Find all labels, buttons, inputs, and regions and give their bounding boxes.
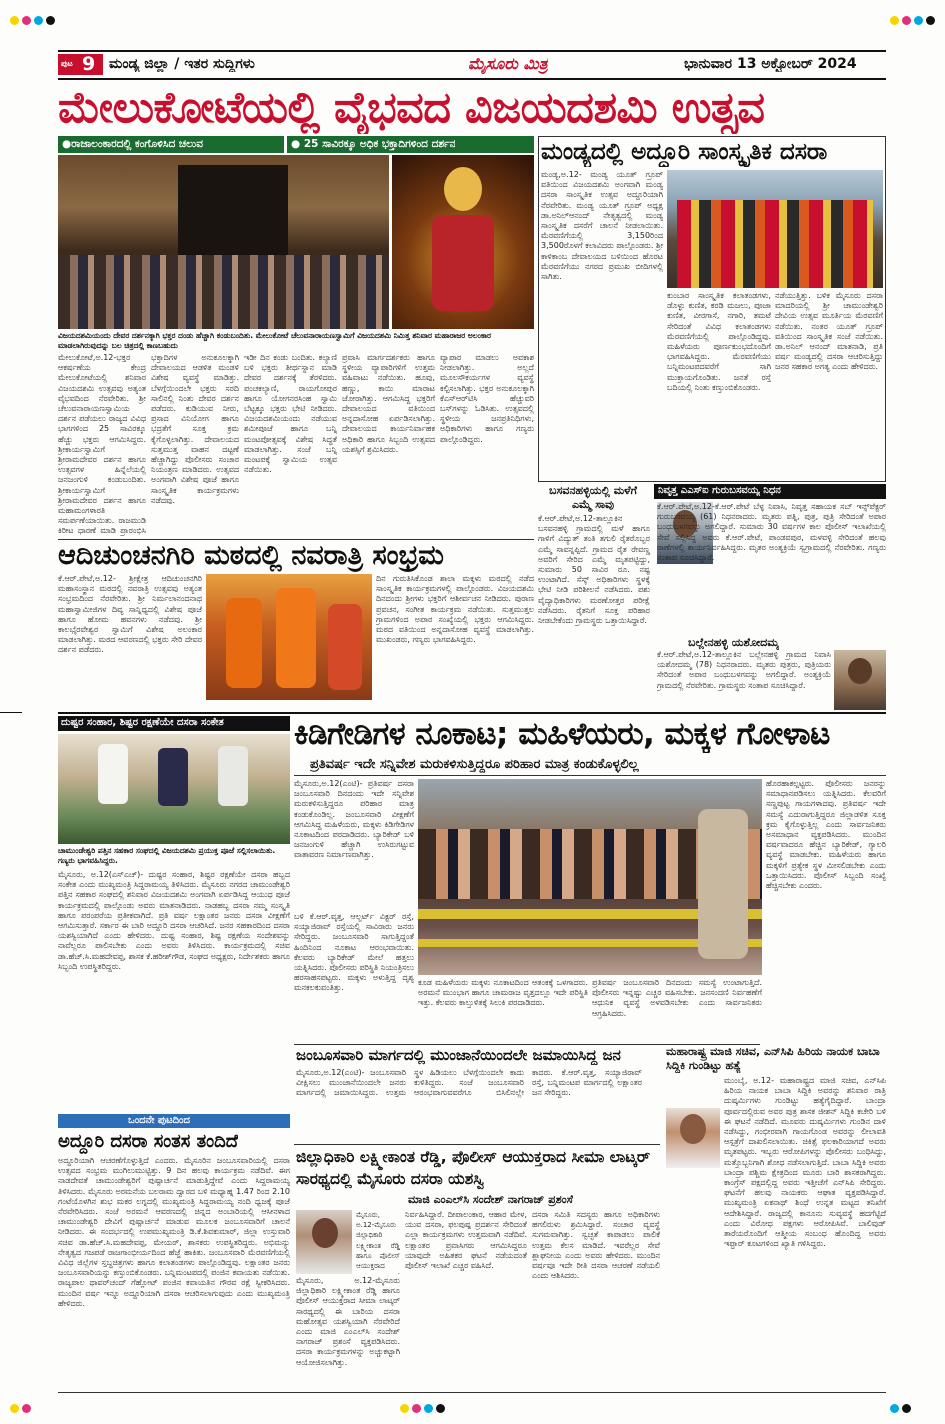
- lead-tag-1: ●ರಾಜಾಲಂಕಾರದಲ್ಲಿ ಕಂಗೊಳಿಸಿದ ಚಲುವ: [62, 138, 203, 150]
- crowd-barricade-photo: [418, 779, 762, 975]
- masthead-top-rule: [58, 50, 886, 52]
- kidigedi-col-2: ಬಳಿ ಕೆ.ಆರ್.ವೃತ್ತ, ಆಲ್ಬರ್ಟ್ ವಿಕ್ಟರ್ ರಸ್ತೆ, ಸಯ್ಯಾಜಿರಾವ್ ರಸ್ತೆಯಲ್ಲಿ ಸಾವಿರಾರು ಜನರು ಸೇರಿದ್ದರು. ಜಂಬೂಸವಾರಿ ಸಾಗುತ್ತಿದ್ದಂತೆ ಹಿಂದಿನಿಂದ ನೂಕಾಟ ಆರಂಭವಾಯಿತು. ಕೆಲವರು ಬ್ಯಾರಿಕೇಡ್ ಮೇಲೆ ಹತ್ತಲು ಯತ್ನಿಸಿದರು. ಪೊಲೀಸರು ಪರಿಸ್ಥಿತಿ ನಿಯಂತ್ರಿಸಲು ಹರಸಾಹಸಪಟ್ಟರು. ಮಕ್ಕಳು ಅಳುತ್ತಿದ್ದ ದೃಶ್ಯ ಮನಕಲಕುವಂತಿತ್ತು.: [294, 912, 414, 993]
- kidigedi-subhead-rule: [294, 775, 886, 776]
- adichunchanagiri-col-2: ದಿನ ಗುರುತಿಸಿಕೊಂಡ ಶಾಲಾ ಮಕ್ಕಳು ಮಠದಲ್ಲಿ ನಡೆದ ಸಾಂಸ್ಕೃತಿಕ ಕಾರ್ಯಕ್ರಮಗಳಲ್ಲಿ ಪಾಲ್ಗೊಂಡರು. ವಿಜಯದಶಮಿ ದಿನದಂದು ಶ್ರೀಗಳು ಭಕ್ತರಿಗೆ ಆಶೀರ್ವಚನ ನೀಡಿದರು. ಪುರಾಣ ಪ್ರವಚನ, ಸಂಗೀತ ಕಾರ್ಯಕ್ರಮ ನಡೆಯಿತು. ಸುತ್ತಮುತ್ತಲ ಗ್ರಾಮಗಳಿಂದ ಅಪಾರ ಸಂಖ್ಯೆಯಲ್ಲಿ ಭಕ್ತರು ಆಗಮಿಸಿದ್ದರು. ಮಠದ ವತಿಯಿಂದ ಅನ್ನದಾಸೋಹ ವ್ಯವಸ್ಥೆ ಮಾಡಲಾಗಿತ್ತು. ಮುಖಂಡರು, ಗಣ್ಯರು ಭಾಗವಹಿಸಿದ್ದರು.: [376, 574, 534, 645]
- kidigedi-col-3: ಹೊರಹಾಕಲ್ಪಟ್ಟರು. ಪೊಲೀಸರು ಜನರನ್ನು ಸಮಾಧಾನಪಡಿಸಲು ಯತ್ನಿಸಿದರು. ಕೆಲವರಿಗೆ ಸಣ್ಣಪುಟ್ಟ ಗಾಯಗಳಾದವು. ಪ್ರತಿವರ್ಷ ಇದೇ ಸಮಸ್ಯೆ ಎದುರಾಗುತ್ತಿದ್ದರೂ ಜಿಲ್ಲಾಡಳಿತ ಸೂಕ್ತ ಕ್ರಮ ಕೈಗೊಳ್ಳುತ್ತಿಲ್ಲ ಎಂದು ಸಾರ್ವಜನಿಕರು ಅಸಮಾಧಾನ ವ್ಯಕ್ತಪಡಿಸಿದರು. ಮುಂದಿನ ವರ್ಷವಾದರೂ ಹೆಚ್ಚಿನ ಬ್ಯಾರಿಕೇಡ್, ಗ್ಯಾಲರಿ ವ್ಯವಸ್ಥೆ ಮಾಡಬೇಕು. ಮಹಿಳೆಯರು ಹಾಗೂ ಮಕ್ಕಳಿಗೆ ಪ್ರತ್ಯೇಕ ಸ್ಥಳ ಮೀಸಲಿಡಬೇಕು ಎಂದು ಒತ್ತಾಯಿಸಿದರು. ಪೊಲೀಸ್ ಸಿಬ್ಬಂದಿ ಸಂಖ್ಯೆ ಹೆಚ್ಚಿಸಬೇಕು ಎಂದರು.: [766, 779, 886, 891]
- lakshmikanth-top-rule: [294, 1144, 660, 1145]
- mandya-dasara-headline: ಮಂಡ್ಯದಲ್ಲಿ ಅದ್ದೂರಿ ಸಾಂಸ್ಕೃತಿಕ ದಸರಾ: [541, 139, 828, 165]
- swamiji-pooja-photo: [206, 574, 372, 700]
- adichunchanagiri-col-1: ಕೆ.ಆರ್.ಪೇಟೆ,ಅ.12- ಶ್ರೀಕ್ಷೇತ್ರ ಆದಿಚುಂಚನಗಿರಿ ಮಹಾಸಂಸ್ಥಾನ ಮಠದಲ್ಲಿ ನವರಾತ್ರಿ ಉತ್ಸವವು ಅತ್ಯಂತ ಸಂಭ್ರಮದಿಂದ ನೆರವೇರಿತು. ಶ್ರೀ ನಿರ್ಮಲಾನಂದನಾಥ ಮಹಾಸ್ವಾಮೀಜಿಗಳ ದಿವ್ಯ ಸಾನ್ನಿಧ್ಯದಲ್ಲಿ ವಿಶೇಷ ಪೂಜೆ ಹಾಗೂ ಹೋಮ ಹವನಗಳು ನಡೆದವು. ಶ್ರೀ ಕಾಲಭೈರವೇಶ್ವರ ಸ್ವಾಮಿಗೆ ವಿಶೇಷ ಅಲಂಕಾರ ಮಾಡಲಾಗಿತ್ತು. ಮಠದ ಆವರಣದಲ್ಲಿ ಭಕ್ತರು ಸೇರಿ ದೇವರ ದರ್ಶನ ಪಡೆದರು.: [58, 574, 202, 655]
- addoori-headline: ಅದ್ದೂರಿ ದಸರಾ ಸಂತಸ ತಂದಿದೆ: [58, 1131, 239, 1152]
- section-label: ಮಂಡ್ಯ ಜಿಲ್ಲಾ / ಇತರ ಸುದ್ದಿಗಳು: [109, 56, 255, 72]
- paper-name-logo: ಮೈಸೂರು ಮಿತ್ರ: [468, 54, 548, 73]
- lead-body-col-4: ಪ್ರವಾಸಿ ಮಾರ್ಗದರ್ಶಕರು ಹಾಗೂ ಸ್ಥಳೀಯ ವ್ಯಾಪಾರಿಗಳಿಗೆ ಉತ್ತಮ ವಹಿವಾಟು ನಡೆಯಿತು. ಹೂವು, ಹಣ್ಣು, ಕಾಯಿ ಮಾರಾಟ ಜೋರಾಗಿತ್ತು. ಆಗಮಿಸಿದ್ದ ಭಕ್ತರಿಗೆ ದೇವಾಲಯದ ವತಿಯಿಂದ ಅನ್ನದಾಸೋಹ ಏರ್ಪಡಿಸಲಾಗಿತ್ತು. ದೇವಾಲಯದ ಕಾರ್ಯನಿರ್ವಾಹಕ ಅಧಿಕಾರಿ ಹಾಗೂ ಸಿಬ್ಬಂದಿ ಉತ್ಸವದ ಯಶಸ್ಸಿಗೆ ಶ್ರಮಿಸಿದರು.: [342, 353, 435, 454]
- lakshmikanth-col-1: ಮೈಸೂರು, ಅ.12-ಮೈಸೂರು ಜಿಲ್ಲಾಧಿಕಾರಿ ಲಕ್ಷ್ಮೀಕಾಂತ ರೆಡ್ಡಿ ಹಾಗೂ ಪೊಲೀಸ್ ಆಯುಕ್ತರಾದ ಸೀಮಾ ಲಾಟ್ಕರ್ ಸಾರಥ್ಯದಲ್ಲಿ ಈ ಬಾರಿಯ ದಸರಾ ಮಹೋತ್ಸವ ಯಶಸ್ವಿಯಾಗಿ ನೆರವೇರಿದೆ ಎಂದು ಮಾಜಿ ಎಂಎಲ್‌ಸಿ ಸಂದೇಶ್ ನಾಗರಾಜ್ ಪ್ರಶಂಸೆ ವ್ಯಕ್ತಪಡಿಸಿದರು. ದಸರಾ ಕಾರ್ಯಕ್ರಮಗಳನ್ನು ಅಚ್ಚುಕಟ್ಟಾಗಿ ಆಯೋಜಿಸಲಾಗಿತ್ತು.: [296, 1276, 400, 1367]
- basavanahalli-body: ಕೆ.ಆರ್.ಪೇಟೆ,ಅ.12-ತಾಲ್ಲೂಕಿನ ಬಸವನಹಳ್ಳಿ ಗ್ರಾಮದಲ್ಲಿ ಮಳೆ ಹಾಗೂ ಗಾಳಿಗೆ ವಿದ್ಯುತ್ ತಂತಿ ತಗುಲಿ ರೈತರೊಬ್ಬರ ಎಮ್ಮೆ ಸಾವನ್ನಪ್ಪಿದೆ. ಗ್ರಾಮದ ರೈತ ರೇವಣ್ಣ ಅವರಿಗೆ ಸೇರಿದ ಎಮ್ಮೆ ಮೃತಪಟ್ಟಿದ್ದು, ಸುಮಾರು 50 ಸಾವಿರ ರೂ. ನಷ್ಟ ಉಂಟಾಗಿದೆ. ಸೆಸ್ಕ್ ಅಧಿಕಾರಿಗಳು ಸ್ಥಳಕ್ಕೆ ಭೇಟಿ ನೀಡಿ ಪರಿಶೀಲನೆ ನಡೆಸಿದರು. ಪಶು ವೈದ್ಯಾಧಿಕಾರಿಗಳು ಮರಣೋತ್ತರ ಪರೀಕ್ಷೆ ನಡೆಸಿದರು. ರೈತನಿಗೆ ಸೂಕ್ತ ಪರಿಹಾರ ನೀಡಬೇಕೆಂದು ಗ್ರಾಮಸ್ಥರು ಒತ್ತಾಯಿಸಿದ್ದಾರೆ.: [538, 514, 650, 626]
- yashodamma-portrait: [834, 650, 886, 710]
- lakshmikanth-col-2: ನಿರ್ವಹಿಸಿದ್ದಾರೆ. ದೀಪಾಲಂಕಾರ, ಆಹಾರ ಮೇಳ, ಯುವ ದಸರಾ, ಫಲಪುಷ್ಪ ಪ್ರದರ್ಶನ ಸೇರಿದಂತೆ ಎಲ್ಲಾ ಕಾರ್ಯಕ್ರಮಗಳು ಉತ್ತಮವಾಗಿ ನಡೆದಿವೆ. ಲಕ್ಷಾಂತರ ಪ್ರವಾಸಿಗರು ಆಗಮಿಸಿದ್ದರೂ ಯಾವುದೇ ಅಹಿತಕರ ಘಟನೆ ನಡೆಯದಂತೆ ಪೊಲೀಸ್ ಇಲಾಖೆ ಎಚ್ಚರ ವಹಿಸಿದೆ.: [405, 1210, 527, 1271]
- siddique-body: ಮುಂಬೈ, ಅ.12- ಮಹಾರಾಷ್ಟ್ರದ ಮಾಜಿ ಸಚಿವ, ಎನ್‌ಸಿಪಿ ಹಿರಿಯ ನಾಯಕ ಬಾಬಾ ಸಿದ್ದಿಕಿ ಅವರನ್ನು ಶನಿವಾರ ರಾತ್ರಿ ದುಷ್ಕರ್ಮಿಗಳು ಗುಂಡಿಟ್ಟು ಹತ್ಯೆಗೈದಿದ್ದಾರೆ. ಬಾಂದ್ರಾ ಪೂರ್ವದಲ್ಲಿರುವ ಅವರ ಪುತ್ರ ಶಾಸಕ ಜೀಶನ್ ಸಿದ್ದಿಕಿ ಕಚೇರಿ ಬಳಿ ಈ ಘಟನೆ ನಡೆದಿದೆ. ಮೂವರು ದುಷ್ಕರ್ಮಿಗಳು ಗುಂಡಿನ ದಾಳಿ ನಡೆಸಿದ್ದು, ಗಂಭೀರವಾಗಿ ಗಾಯಗೊಂಡ ಅವರನ್ನು ಲೀಲಾವತಿ ಆಸ್ಪತ್ರೆಗೆ ದಾಖಲಿಸಲಾಯಿತು. ಚಿಕಿತ್ಸೆ ಫಲಕಾರಿಯಾಗದೆ ಅವರು ಮೃತಪಟ್ಟರು. ಇಬ್ಬರು ಆರೋಪಿಗಳನ್ನು ಪೊಲೀಸರು ಬಂಧಿಸಿದ್ದು, ಮತ್ತೊಬ್ಬನಿಗಾಗಿ ಶೋಧ ನಡೆಸಲಾಗುತ್ತಿದೆ. ಬಾಬಾ ಸಿದ್ದಿಕಿ ಅವರು ಬಾಂದ್ರಾ ಪಶ್ಚಿಮ ಕ್ಷೇತ್ರದಿಂದ ಮೂರು ಬಾರಿ ಶಾಸಕರಾಗಿದ್ದರು. ಕಾಂಗ್ರೆಸ್ ಪಕ್ಷದಲ್ಲಿದ್ದ ಅವರು ಇತ್ತೀಚೆಗೆ ಎನ್‌ಸಿಪಿ ಸೇರಿದ್ದರು. ಘಟನೆಗೆ ಹಲವು ನಾಯಕರು ಆಘಾತ ವ್ಯಕ್ತಪಡಿಸಿದ್ದಾರೆ. ಮುಖ್ಯಮಂತ್ರಿ ಏಕನಾಥ್ ಶಿಂಧೆ ಉನ್ನತ ಮಟ್ಟದ ತನಿಖೆಗೆ ಆದೇಶಿಸಿದ್ದಾರೆ. ರಾಜ್ಯದಲ್ಲಿ ಕಾನೂನು ಸುವ್ಯವಸ್ಥೆ ಹದಗೆಟ್ಟಿದೆ ಎಂದು ವಿರೋಧ ಪಕ್ಷಗಳು ಆರೋಪಿಸಿವೆ. ಬಾಲಿವುಡ್ ತಾರೆಯರೊಂದಿಗೆ ಆತ್ಮೀಯ ಸಂಬಂಧ ಹೊಂದಿದ್ದ ಅವರು ಇಫ್ತಾರ್ ಕೂಟಗಳಿಂದ ಖ್ಯಾತಿ ಗಳಿಸಿದ್ದರು.: [724, 1076, 886, 1249]
- mandya-body-col-1: ಮಂಡ್ಯ,ಅ.12- ಮಂಡ್ಯ ಯೂತ್ ಗ್ರೂಪ್ ವತಿಯಿಂದ ವಿಜಯದಶಮಿ ಅಂಗವಾಗಿ ಮಂಡ್ಯ ದಸರಾ ಸಾಂಸ್ಕೃತಿಕ ಉತ್ಸವ ಅದ್ದೂರಿಯಾಗಿ ನೆರವೇರಿತು. ಮಂಡ್ಯ ಯೂತ್ ಗ್ರೂಪ್ ಅಧ್ಯಕ್ಷ ಡಾ.ಅನಿಲ್‌ಆನಂದ್ ನೇತೃತ್ವದಲ್ಲಿ ಮಂಡ್ಯ ಸಾಂಸ್ಕೃತಿಕ ದಸರೆಗೆ ಚಾಲನೆ ನೀಡಲಾಯಿತು. ಮೆರವಣಿಗೆಯಲ್ಲಿ 3,150ರಿಂದ 3,500ರೊಳಗೆ ಕಲಾವಿದರು ಪಾಲ್ಗೊಂಡರು. ಶ್ರೀ ಕಾಳಿಕಾಂಬ ದೇವಾಲಯದ ಬಳಿಯಿಂದ ಹೊರಟ ಮೆರವಣಿಗೆಯು ನಗರದ ಪ್ರಮುಖ ಬೀದಿಗಳಲ್ಲಿ ಸಾಗಿತು.: [541, 170, 663, 282]
- page-number-badge: [58, 54, 103, 75]
- mandya-body-col-2: ಕುಂಬಾರ ಸಾಂಸ್ಕೃತಿಕ ಕಲಾತಂಡಗಳು, ಡೊಳ್ಳು ಕುಣಿತ, ಕರಡಿ ಮಜಲು, ಪೂಜಾ ಕುಣಿತ, ವೀರಗಾಸೆ, ನಗಾರಿ, ತಮಟೆ ಸೇರಿದಂತೆ ವಿವಿಧ ಕಲಾತಂಡಗಳು ಮೆರವಣಿಗೆಯಲ್ಲಿ ಪಾಲ್ಗೊಂಡಿದ್ದವು. ಮಹಿಳೆಯರು ಪೂರ್ಣಕುಂಭದೊಂದಿಗೆ ಭಾಗವಹಿಸಿದ್ದರು. ಮೆರವಣಿಗೆಯು ಬನ್ನಿಮಂಟಪದವರೆಗೆ ಸಾಗಿ ಮುಕ್ತಾಯಗೊಂಡಿತು. ಜನತೆ ರಸ್ತೆ ಬದಿಯಲ್ಲಿ ನಿಂತು ಕಣ್ತುಂಬಿಕೊಂಡರು.: [667, 291, 771, 392]
- kidigedi-headline: ಕಿಡಿಗೇಡಿಗಳ ನೂಕಾಟ; ಮಹಿಳೆಯರು, ಮಕ್ಕಳ ಗೋಳಾಟ: [294, 716, 830, 752]
- kidigedi-col-1: ಮೈಸೂರು,ಅ.12(ಎಂಟಿ)- ಪ್ರತಿವರ್ಷ ದಸರಾ ಜಂಬೂಸವಾರಿ ದಿನದಂದು ಇದೇ ಸನ್ನಿವೇಶ ಮರುಕಳಿಸುತ್ತಿದ್ದರೂ ಪರಿಹಾರ ಮಾತ್ರ ಕಂಡುಕೊಂಡಿಲ್ಲ. ಜಂಬೂಸವಾರಿ ವೀಕ್ಷಣೆಗೆ ಆಗಮಿಸಿದ್ದ ಮಹಿಳೆಯರು, ಮಕ್ಕಳು ಕಿಡಿಗೇಡಿಗಳ ನೂಕಾಟದಿಂದ ಪರದಾಡಿದರು. ಬ್ಯಾರಿಕೇಡ್ ಬಳಿ ಜನಜಂಗುಳಿ ಹೆಚ್ಚಾಗಿ ಉಸಿರುಗಟ್ಟುವ ವಾತಾವರಣ ನಿರ್ಮಾಣವಾಗಿತ್ತು.: [294, 779, 414, 860]
- deity-alankara-photo: [392, 155, 534, 329]
- lakshmikanth-headline: ಜಿಲ್ಲಾಧಿಕಾರಿ ಲಕ್ಷ್ಮೀಕಾಂತ ರೆಡ್ಡಿ, ಪೊಲೀಸ್ ಆಯುಕ್ತರಾದ ಸೀಮಾ ಲಾಟ್ಕರ್ ಸಾರಥ್ಯದಲ್ಲಿ ಮೈಸೂರು ದಸರಾ ಯಶಸ್ವಿ: [296, 1148, 651, 1188]
- yashodamma-headline: ಬಲ್ಲೇನಹಳ್ಳಿ ಯಶೋದಮ್ಮ: [688, 636, 780, 649]
- sandesh-nagaraj-portrait: [296, 1210, 352, 1274]
- lead-body-col-3: ಇಡೀ ದಿನ ಕಂಡು ಬಂದಿತು. ಕಲ್ಯಾಣಿ ಬಳಿ ಭಕ್ತರು ತೀರ್ಥಸ್ನಾನ ಮಾಡಿ ದೇವರ ದರ್ಶನಕ್ಕೆ ತೆರಳಿದರು. ಪಂಚಕಲ್ಯಾಣಿ, ರಾಯಗೋಪುರ ಹಾಗೂ ಯೋಗನರಸಿಂಹ ಸ್ವಾಮಿ ಬೆಟ್ಟಕ್ಕೂ ಭಕ್ತರು ಭೇಟಿ ನೀಡಿದರು. ವಿಜಯದಶಮಿಯಂದು ನಡೆಯುವ ಶಮೀಪೂಜೆ ಹಾಗೂ ಬನ್ನಿ ಮಂಟಪೋತ್ಸವಕ್ಕೆ ವಿಶೇಷ ಸಿದ್ಧತೆ ಮಾಡಲಾಗಿತ್ತು. ಸಂಜೆ ಬನ್ನಿ ಮಂಟಪಕ್ಕೆ ಸ್ವಾಮಿಯ ಉತ್ಸವ ನಡೆಯಿತು.: [244, 353, 337, 475]
- page-word: ಪುಟ: [61, 59, 73, 68]
- kidigedi-col-5: ಪ್ರತಿವರ್ಷ ಜಂಬೂಸವಾರಿ ದಿನದಂದು ಸಮಸ್ಯೆ ಉಂಟಾಗುತ್ತಿದೆ. ಪೊಲೀಸರು ಇನ್ನಷ್ಟು ಎಚ್ಚರ ವಹಿಸಬೇಕು. ಜನಸಂದಣಿ ನಿರ್ವಹಣೆಗೆ ಆಧುನಿಕ ವ್ಯವಸ್ಥೆ ಅಳವಡಿಸಬೇಕು ಎಂದು ಸಾರ್ವಜನಿಕರು ಆಗ್ರಹಿಸಿದರು.: [592, 978, 762, 1018]
- fold-mark: [0, 712, 22, 713]
- lead-headline: ಮೇಲುಕೋಟೆಯಲ್ಲಿ ವೈಭವದ ವಿಜಯದಶಮಿ ಉತ್ಸವ: [58, 83, 765, 133]
- jambusavari-headline: ಜಂಬೂಸವಾರಿ ಮಾರ್ಗದಲ್ಲಿ ಮುಂಜಾನೆಯಿಂದಲೇ ಜಮಾಯಿಸಿದ್ದ ಜನ: [296, 1046, 621, 1064]
- asi-death-body: ಕೆ.ಆರ್.ಪೇಟೆ,ಅ.12-ಕೆ.ಆರ್.ಪೇಟೆ ಬೆಳ್ಳ ನಿವಾಸಿ, ನಿವೃತ್ತ ಸಹಾಯಕ ಸಬ್ ಇನ್ಸ್‌ಪೆಕ್ಟರ್ ಗುರುಬಸವಯ್ಯ (61) ನಿಧನರಾದರು. ಮೃತರು ಪತ್ನಿ, ಪುತ್ರ, ಪುತ್ರಿ ಸೇರಿದಂತೆ ಅಪಾರ ಬಂಧುಬಳಗವನ್ನು ಅಗಲಿದ್ದಾರೆ. ಸುಮಾರು 30 ವರ್ಷಗಳ ಕಾಲ ಪೊಲೀಸ್ ಇಲಾಖೆಯಲ್ಲಿ ಸೇವೆ ಸಲ್ಲಿಸಿದ್ದ ಅವರು ಕೆ.ಆರ್.ಪೇಟೆ, ಪಾಂಡವಪುರ, ಮಳವಳ್ಳಿ ಸೇರಿದಂತೆ ಹಲವು ಠಾಣೆಗಳಲ್ಲಿ ಕಾರ್ಯನಿರ್ವಹಿಸಿದ್ದರು. ಮೃತರ ಅಂತ್ಯಕ್ರಿಯೆ ಸ್ವಗ್ರಾಮದಲ್ಲಿ ನೆರವೇರಿತು. ಗಣ್ಯರು ಸಂತಾಪ ಸೂಚಿಸಿದ್ದಾರೆ.: [657, 502, 886, 563]
- left-story-headline: ದುಷ್ಟರ ಸಂಹಾರ, ಶಿಷ್ಟರ ರಕ್ಷಣೆಯೇ ದಸರಾ ಸಂಕೇತ: [61, 717, 224, 728]
- issue-date: ಭಾನುವಾರ 13 ಅಕ್ಟೋಬರ್ 2024: [684, 56, 857, 72]
- cooperative-pooja-photo: [58, 734, 290, 844]
- left-story-caption: ಚಾಮುಂಡೇಶ್ವರಿ ಪತ್ತಿನ ಸಹಕಾರ ಸಂಘದಲ್ಲಿ ವಿಜಯದಶಮಿ ಪ್ರಯುಕ್ತ ಪೂಜೆ ಸಲ್ಲಿಸಲಾಯಿತು. ಗಣ್ಯರು ಭಾಗವಹಿಸಿದ್ದರು.: [58, 846, 276, 865]
- kidigedi-col-4: ಕೂಡ ಮಹಿಳೆಯರು ಮಕ್ಕಳು ನೂಕಾಟದಿಂದ ಆತಂಕಕ್ಕೆ ಒಳಗಾದರು. ಅರಮನೆ ಮುಂಭಾಗ ಹಾಗೂ ಚಾಮರಾಜ ವೃತ್ತದಲ್ಲೂ ಇದೇ ಪರಿಸ್ಥಿತಿ ಇತ್ತು. ಕೆಲವರು ಕಾಲ್ತುಳಿತಕ್ಕೆ ಸಿಲುಕಿ ಪರದಾಡಿದರು.: [418, 978, 588, 1008]
- left-story-body: ಮೈಸೂರು, ಅ.12(ಎಸ್‌ಎಚ್‌)- ದುಷ್ಟರ ಸಂಹಾರ, ಶಿಷ್ಟರ ರಕ್ಷಣೆಯೇ ದಸರಾ ಹಬ್ಬದ ಸಂಕೇತ ಎಂದು ಮುಖ್ಯಮಂತ್ರಿ ಸಿದ್ದರಾಮಯ್ಯ ತಿಳಿಸಿದರು. ಮೈಸೂರು ನಗರದ ಚಾಮುಂಡೇಶ್ವರಿ ಪತ್ತಿನ ಸಹಕಾರ ಸಂಘದಲ್ಲಿ ಶನಿವಾರ ವಿಜಯದಶಮಿ ಅಂಗವಾಗಿ ಏರ್ಪಡಿಸಿದ್ದ ಆಯುಧ ಪೂಜೆ ಕಾರ್ಯಕ್ರಮದಲ್ಲಿ ಪಾಲ್ಗೊಂಡು ಅವರು ಮಾತನಾಡಿದರು. ನಾಡಹಬ್ಬ ದಸರಾ ನಮ್ಮ ಸಂಸ್ಕೃತಿ ಹಾಗೂ ಪರಂಪರೆಯ ಪ್ರತೀಕವಾಗಿದೆ. ಪ್ರತಿ ವರ್ಷ ಲಕ್ಷಾಂತರ ಜನರು ದಸರಾ ವೀಕ್ಷಣೆಗೆ ಆಗಮಿಸುತ್ತಾರೆ. ಸರ್ಕಾರ ಈ ಬಾರಿ ಅದ್ದೂರಿ ದಸರಾ ಆಚರಿಸಿದೆ. ಜನರ ಸಹಕಾರದಿಂದ ದಸರಾ ಯಶಸ್ವಿಯಾಗಿದೆ ಎಂದು ಹೇಳಿದರು. ದುಷ್ಟ ಸಂಹಾರ, ಶಿಷ್ಟ ರಕ್ಷಣೆಯ ಸಂದೇಶವನ್ನು ನಾವೆಲ್ಲರೂ ಪಾಲಿಸಬೇಕು ಎಂದು ಅವರು ತಿಳಿಸಿದರು. ಕಾರ್ಯಕ್ರಮದಲ್ಲಿ ಸಚಿವ ಡಾ.ಹೆಚ್.ಸಿ.ಮಹದೇವಪ್ಪ, ಶಾಸಕ ಕೆ.ಹರೀಶ್‌ಗೌಡ, ಸಂಘದ ಅಧ್ಯಕ್ಷರು, ನಿರ್ದೇಶಕರು ಹಾಗೂ ಸಿಬ್ಬಂದಿ ಉಪಸ್ಥಿತರಿದ್ದರು.: [58, 870, 290, 971]
- lead-body-col-1: ಮೇಲುಕೋಟೆ,ಅ.12-ಭಕ್ತರ ಆಕರ್ಷಣೆಯ ಕೇಂದ್ರ ಮೇಲುಕೋಟೆಯಲ್ಲಿ ಶನಿವಾರ ವಿಜಯದಶಮಿ ಉತ್ಸವವು ಅತ್ಯಂತ ವೈಭವದಿಂದ ನೆರವೇರಿತು. ಶ್ರೀ ಚೆಲುವನಾರಾಯಣಸ್ವಾಮಿಯ ದರ್ಶನ ಪಡೆಯಲು ರಾಜ್ಯದ ವಿವಿಧ ಭಾಗಗಳಿಂದ 25 ಸಾವಿರಕ್ಕೂ ಹೆಚ್ಚು ಭಕ್ತರು ಆಗಮಿಸಿದ್ದರು. ಶ್ರೀಕಾರ್ಯಸ್ವಾಮಿಗೆ ಶ್ರೀರಾಮದೇವರ ದರ್ಶನ ಹಾಗೂ ಉತ್ಸವಗಳ ಹಿನ್ನೆಲೆಯಲ್ಲಿ ಜನಜಂಗುಳಿ ಕಂಡುಬಂದಿತು. ಶ್ರೀಕಾರ್ಯಸ್ವಾಮಿಗೆ ಶ್ರೀರಾಮದೇವರ ದರ್ಶನ ಹಾಗೂ ಮಹಾಮಂಗಳಾರತಿ ಸಮರ್ಪಣೆಯಾಯಿತು. ರಾಜಮುಡಿ ಕಿರೀಟ ಧಾರಣೆ ಮಾಡಿ ಪ್ರಾರಂಭಿಸಿ: [58, 353, 146, 536]
- lead-photo-caption: ವಿಜಯದಶಮಿಯಂದು ದೇವರ ದರ್ಶನಕ್ಕಾಗಿ ಭಕ್ತರ ದಂಡು ಹೆಚ್ಚಾಗಿ ಕಂಡುಬಂದಿತು. ಮೇಲುಕೋಟೆ ಚೆಲುವನಾರಾಯಣಸ್ವಾಮಿಗೆ ವಿಜಯದಶಮಿ ನಿಮಿತ್ತ ಶನಿವಾರ ಮಹಾರಾಜರ ಅಲಂಕಾರ ಮಾಡಲಾಗಿರುವುದನ್ನು ಬಲ ಚಿತ್ರದಲ್ಲಿ ಕಾಣಬಹುದು: [58, 331, 491, 350]
- siddique-headline: ಮಹಾರಾಷ್ಟ್ರ ಮಾಜಿ ಸಚಿವ, ಎನ್‌ಸಿಪಿ ಹಿರಿಯ ನಾಯಕ ಬಾಬಾ ಸಿದ್ದಿಕಿ ಗುಂಡಿಟ್ಟು ಹತ್ಯೆ: [666, 1045, 880, 1072]
- siddique-portrait: [666, 1108, 720, 1168]
- lakshmikanth-byline: ಮಾಜಿ ಎಂಎಲ್‌ಸಿ ಸಂದೇಶ್ ನಾಗರಾಜ್ ಪ್ರಶಂಸೆ: [408, 1193, 573, 1206]
- mandya-body-col-3: ನಡೆಯುತ್ತಿತ್ತು. ಬಳಿಕ ಮೈಸೂರು ದಸರಾ ಮಾದರಿಯಲ್ಲಿ ಶ್ರೀ ಚಾಮುಂಡೇಶ್ವರಿ ದೇವಿಯ ಉತ್ಸವ ಮೂರ್ತಿಯ ಮೆರವಣಿಗೆ ನಡೆಯಿತು. ನಂತರ ಯೂತ್ ಗ್ರೂಪ್ ವತಿಯಿಂದ ಸಾಂಸ್ಕೃತಿಕ ಸಂಜೆ ನಡೆಯಿತು. ಡಾ.ಅನಿಲ್ ಆನಂದ್ ಮಾತನಾಡಿ, ಪ್ರತಿ ವರ್ಷ ಮಂಡ್ಯದಲ್ಲಿ ದಸರಾ ಆಚರಿಸುತ್ತಿದ್ದು ಜನರ ಸಹಕಾರ ಅಗತ್ಯ ಎಂದು ಹೇಳಿದರು.: [775, 291, 883, 372]
- addoori-body: ಅದ್ದೂರಿಯಾಗಿ ಆಚರಣೆಗೊಳ್ಳುತ್ತಿದೆ ಎಂದರು. ಮೈಸೂರಿನ ಜಂಬೂಸವಾರಿಯಲ್ಲಿ ದಸರಾ ಉತ್ಸವದ ಸಂಭ್ರಮ ಮುಗಿಲುಮುಟ್ಟಿತ್ತು. 9 ದಿನ ಹಲವು ಕಾರ್ಯಕ್ರಮ ನಡೆದಿವೆ. ಈಗ ನಾಡದೇವತೆ ಚಾಮುಂಡೇಶ್ವರಿಗೆ ಪುಷ್ಪಾರ್ಚನೆ ಮಾಡುತ್ತಿದ್ದೇವೆ ಎಂದು ಸಿದ್ದರಾಮಯ್ಯ ತಿಳಿಸಿದರು. ಮೈಸೂರು ಅರಮನೆಯ ಬಲರಾಮ ದ್ವಾರದ ಬಳಿ ಮಧ್ಯಾಹ್ನ 1.47 ರಿಂದ 2.10 ಗಂಟೆಯೊಳಗಿನ ಶುಭ ಮಕರ ಲಗ್ನದಲ್ಲಿ ಮುಖ್ಯಮಂತ್ರಿ ಸಿದ್ದರಾಮಯ್ಯ ನಂದಿ ಧ್ವಜಕ್ಕೆ ಪೂಜೆ ನೆರವೇರಿಸಿದರು. ಸಂಜೆ ಅರಮನೆ ಆವರಣದಲ್ಲಿ ಚಿನ್ನದ ಅಂಬಾರಿಯಲ್ಲಿ ಆಸೀನಳಾದ ಚಾಮುಂಡೇಶ್ವರಿ ದೇವಿಗೆ ಪುಷ್ಪಾರ್ಚನೆ ಮಾಡುವ ಮೂಲಕ ಜಂಬೂಸವಾರಿಗೆ ಚಾಲನೆ ನೀಡಿದರು. ಈ ಸಂದರ್ಭದಲ್ಲಿ ಉಪಮುಖ್ಯಮಂತ್ರಿ ಡಿ.ಕೆ.ಶಿವಕುಮಾರ್, ಜಿಲ್ಲಾ ಉಸ್ತುವಾರಿ ಸಚಿವ ಡಾ.ಹೆಚ್.ಸಿ.ಮಹದೇವಪ್ಪ, ಮೇಯರ್, ಶಾಸಕರು ಉಪಸ್ಥಿತರಿದ್ದರು. ಅಭಿಮನ್ಯು ನೇತೃತ್ವದ ಗಜಪಡೆ ರಾಜಗಾಂಭೀರ್ಯದಿಂದ ಹೆಜ್ಜೆ ಹಾಕಿತು. ಜಂಬೂಸವಾರಿ ಮೆರವಣಿಗೆಯಲ್ಲಿ ವಿವಿಧ ಜಿಲ್ಲೆಗಳ ಸ್ತಬ್ಧಚಿತ್ರಗಳು ಹಾಗೂ ಕಲಾತಂಡಗಳು ಪಾಲ್ಗೊಂಡಿದ್ದವು. ಲಕ್ಷಾಂತರ ಜನರು ಜಂಬೂಸವಾರಿಯನ್ನು ಕಣ್ತುಂಬಿಕೊಂಡರು. ಬನ್ನಿಮಂಟಪದಲ್ಲಿ ಪಂಜಿನ ಕವಾಯತು ನಡೆಯಿತು. ರಾಜ್ಯಪಾಲ ಥಾವರ್‌ಚಂದ್ ಗೆಹ್ಲೋಟ್ ಪಂಜಿನ ಕವಾಯತಿನ ಗೌರವ ರಕ್ಷೆ ಸ್ವೀಕರಿಸಿದರು. ಮುಂದಿನ ವರ್ಷ ಇನ್ನೂ ಅದ್ದೂರಿಯಾಗಿ ದಸರಾ ಆಚರಿಸಲಾಗುವುದು ಎಂದು ಮುಖ್ಯಮಂತ್ರಿ ಹೇಳಿದರು.: [58, 1156, 290, 1308]
- lead-body-col-2: ಭಕ್ತಾದಿಗಳ ಅನುಕೂಲಕ್ಕಾಗಿ ದೇವಾಲಯದ ಆಡಳಿತ ಮಂಡಳಿ ವಿಶೇಷ ವ್ಯವಸ್ಥೆ ಮಾಡಿತ್ತು. ಬೆಳಗ್ಗೆಯಿಂದಲೇ ಭಕ್ತರು ಸರದಿ ಸಾಲಿನಲ್ಲಿ ನಿಂತು ದೇವರ ದರ್ಶನ ಪಡೆದರು. ಕುಡಿಯುವ ನೀರು, ಪ್ರಸಾದ ವಿನಿಯೋಗ ಹಾಗೂ ಭದ್ರತೆಗೆ ಸೂಕ್ತ ಕ್ರಮ ಕೈಗೊಳ್ಳಲಾಗಿತ್ತು. ದೇವಾಲಯದ ಸುತ್ತಮುತ್ತ ವಾಹನ ದಟ್ಟಣೆ ಹೆಚ್ಚಾಗಿದ್ದು ಪೊಲೀಸರು ಸಂಚಾರ ನಿಯಂತ್ರಣ ಮಾಡಿದರು. ಉತ್ಸವದ ಅಂಗವಾಗಿ ವಿಶೇಷ ಪೂಜೆ ಹಾಗೂ ಸಾಂಸ್ಕೃತಿಕ ಕಾರ್ಯಕ್ರಮಗಳು ನಡೆದವು.: [151, 353, 239, 505]
- mandya-folk-dancers-photo: [667, 170, 883, 288]
- basavanahalli-headline: ಬಸವನಹಳ್ಳಿಯಲ್ಲಿ ಮಳೆಗೆ ಎಮ್ಮೆ ಸಾವು: [549, 484, 637, 511]
- continued-band-label: ಒಂದನೇ ಪುಟದಿಂದ: [128, 1115, 190, 1126]
- lakshmikanth-col-1-top: ಮೈಸೂರು, ಅ.12-ಮೈಸೂರು ಜಿಲ್ಲಾಧಿಕಾರಿ ಲಕ್ಷ್ಮೀಕಾಂತ ರೆಡ್ಡಿ ಹಾಗೂ ಪೊಲೀಸ್ ಆಯುಕ್ತರಾದ: [356, 1211, 400, 1271]
- bottom-rule: [58, 1392, 886, 1393]
- jambusavari-body: ಮೈಸೂರು,ಅ.12(ಎಂಟಿ)- ಜಂಬೂಸವಾರಿ ವೀಕ್ಷಿಸಲು ಮುಂಜಾನೆಯಿಂದಲೇ ಜನರು ಮಾರ್ಗದಲ್ಲಿ ಜಮಾಯಿಸಿದ್ದರು. ಉತ್ತಮ ಸ್ಥಳ ಹಿಡಿಯಲು ಬೆಳಗ್ಗೆಯಿಂದಲೇ ಕಾದು ಕುಳಿತಿದ್ದರು. ಸಂಜೆ ಜಂಬೂಸವಾರಿ ಆರಂಭವಾಗುವವರೆಗೂ ಬಿಸಿಲಿನಲ್ಲೇ ಕಾದರು. ಕೆ.ಆರ್.ವೃತ್ತ, ಸಯ್ಯಾಜಿರಾವ್ ರಸ್ತೆ, ಬನ್ನಿಮಂಟಪ ಮಾರ್ಗದಲ್ಲಿ ಲಕ್ಷಾಂತರ ಜನ ಸೇರಿದ್ದರು.: [296, 1068, 642, 1098]
- masthead-bottom-rule: [58, 78, 886, 80]
- lakshmikanth-col-3: ದಸರಾ ಸಮಿತಿ ಸದಸ್ಯರು ಹಾಗೂ ಅಧಿಕಾರಿಗಳು ಹಗಲಿರುಳು ಶ್ರಮಿಸಿದ್ದಾರೆ. ಸಂಚಾರ ವ್ಯವಸ್ಥೆ ಸುಗಮವಾಗಿತ್ತು. ಸ್ವಚ್ಛತೆ ಕಾಪಾಡಲು ಪಾಲಿಕೆ ಉತ್ತಮ ಕೆಲಸ ಮಾಡಿದೆ. ಇವರೆಲ್ಲರ ಸೇವೆ ಶ್ಲಾಘನೀಯ ಎಂದು ಅವರು ಹೇಳಿದರು. ಮುಂದಿನ ವರ್ಷವೂ ಇದೇ ರೀತಿ ದಸರಾ ಆಚರಣೆ ನಡೆಯಲಿ ಎಂದು ಆಶಿಸಿದರು.: [532, 1210, 660, 1281]
- kidigedi-subhead: ಪ್ರತಿವರ್ಷ ಇದೇ ಸನ್ನಿವೇಶ ಮರುಕಳಿಸುತ್ತಿದ್ದರೂ ಪರಿಹಾರ ಮಾತ್ರ ಕಂಡುಕೊಳ್ಳಲಿಲ್ಲ: [310, 757, 639, 772]
- yashodamma-body: ಕೆ.ಆರ್.ಪೇಟೆ,ಅ.12-ತಾಲ್ಲೂಕಿನ ಬಲ್ಲೇನಹಳ್ಳಿ ಗ್ರಾಮದ ನಿವಾಸಿ ಯಶೋದಮ್ಮ (78) ನಿಧನರಾದರು. ಮೃತರು ಪುತ್ರರು, ಪುತ್ರಿಯರು ಸೇರಿದಂತೆ ಅಪಾರ ಬಂಧುಬಳಗವನ್ನು ಅಗಲಿದ್ದಾರೆ. ಅಂತ್ಯಕ್ರಿಯೆ ಗ್ರಾಮದಲ್ಲಿ ನೆರವೇರಿತು. ಗ್ರಾಮಸ್ಥರು ಸಂತಾಪ ಸೂಚಿಸಿದ್ದಾರೆ.: [657, 650, 831, 690]
- page-number: 9: [82, 53, 96, 75]
- adichunchanagiri-headline: ಆದಿಚುಂಚನಗಿರಿ ಮಠದಲ್ಲಿ ನವರಾತ್ರಿ ಸಂಭ್ರಮ: [58, 540, 444, 571]
- asi-death-headline: ನಿವೃತ್ತ ಎಎಸ್‌ಐ ಗುರುಬಸವಯ್ಯ ನಿಧನ: [658, 485, 781, 496]
- lead-body-col-5: ವ್ಯಾಪಾರ ಮಾಡಲು ಅವಕಾಶ ನೀಡಲಾಗಿತ್ತು. ಅಲ್ಲದೆ ಮೂಲಸೌಕರ್ಯಗಳ ವ್ಯವಸ್ಥೆ ಕಲ್ಪಿಸಲಾಗಿತ್ತು. ಭಕ್ತರ ಅನುಕೂಲಕ್ಕಾಗಿ ಕೆಎಸ್‌ಆರ್‌ಟಿಸಿ ಹೆಚ್ಚುವರಿ ಬಸ್‌ಗಳನ್ನು ಓಡಿಸಿತು. ಉತ್ಸವದಲ್ಲಿ ಸ್ಥಳೀಯ ಜನಪ್ರತಿನಿಧಿಗಳು, ಅಧಿಕಾರಿಗಳು ಹಾಗೂ ಗಣ್ಯರು ಪಾಲ್ಗೊಂಡಿದ್ದರು.: [440, 353, 534, 444]
- mid-page-divider: [58, 712, 886, 714]
- lead-tag-2: ● 25 ಸಾವಿರಕ್ಕೂ ಅಧಿಕ ಭಕ್ತಾದಿಗಳಿಂದ ದರ್ಶನ: [291, 138, 456, 150]
- temple-crowd-photo: [58, 155, 389, 329]
